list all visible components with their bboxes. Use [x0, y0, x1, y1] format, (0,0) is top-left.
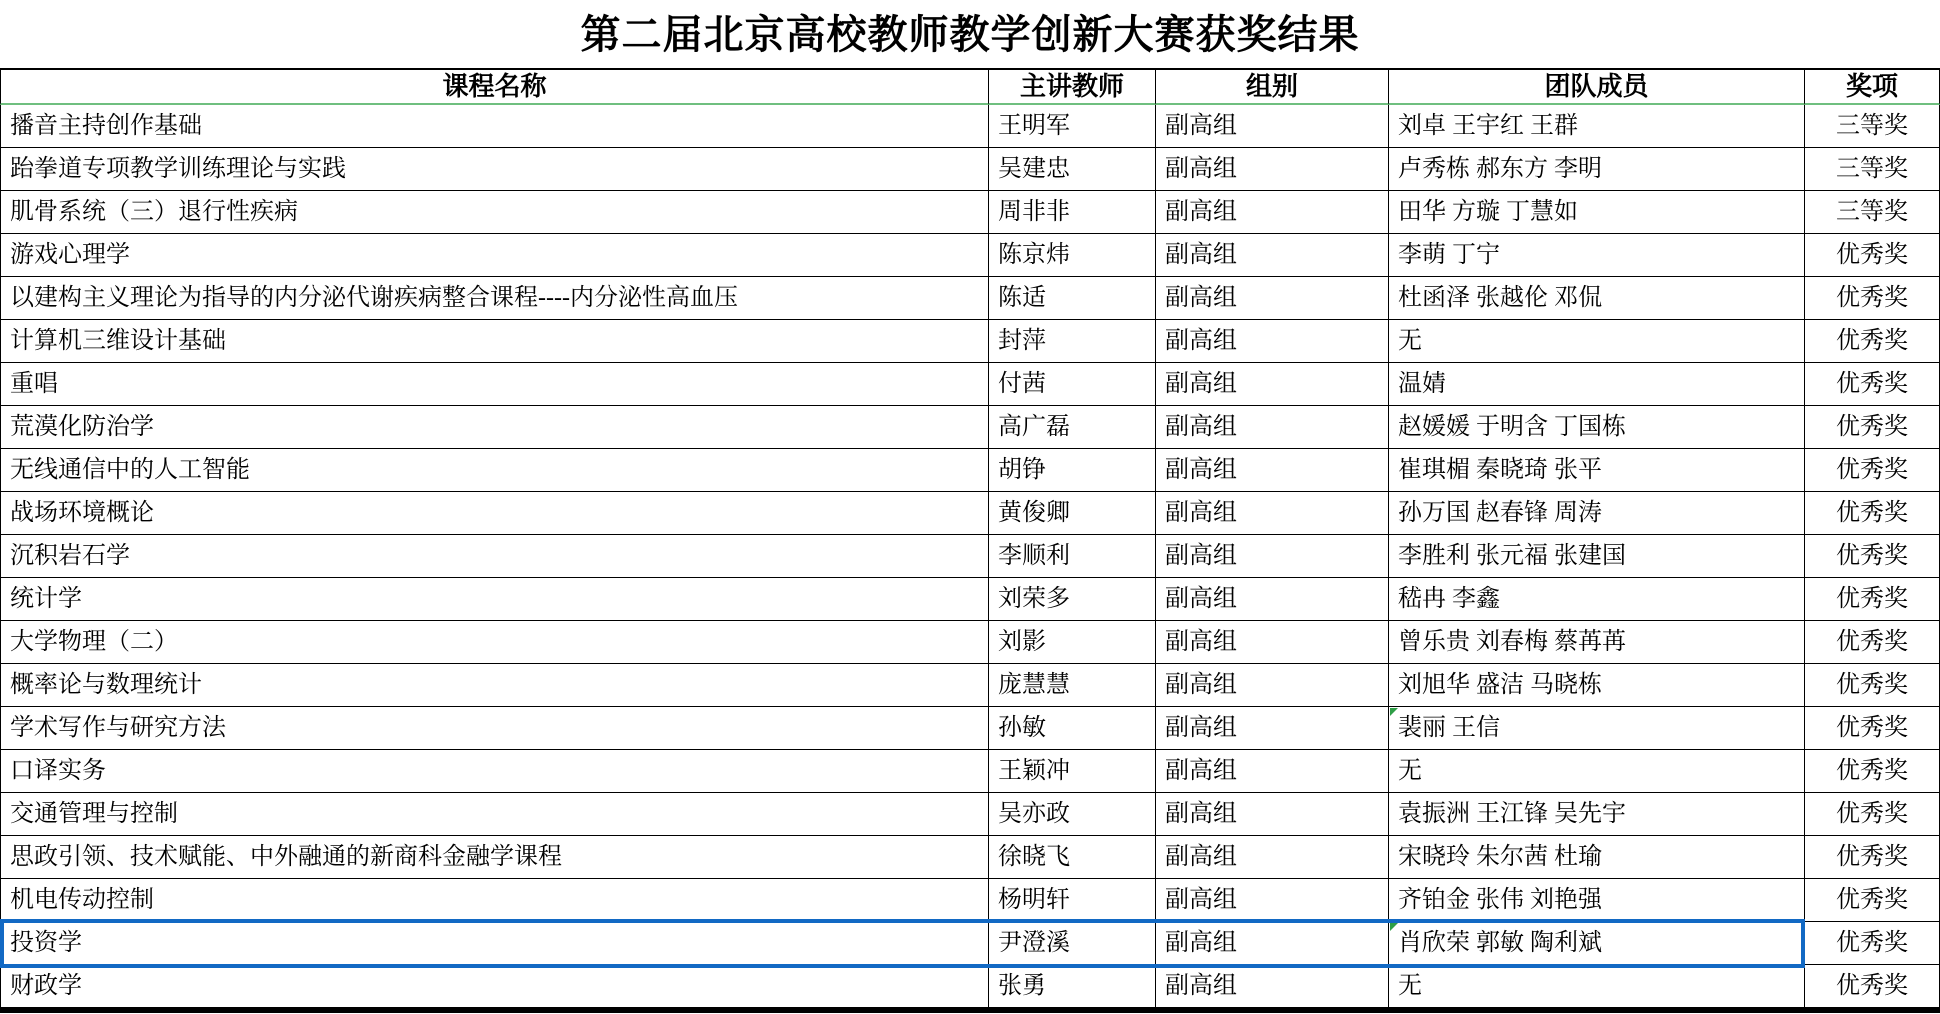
course-cell[interactable]: 交通管理与控制: [0, 793, 989, 836]
table-row: [0, 449, 1940, 492]
course-cell[interactable]: 跆拳道专项教学训练理论与实践: [0, 148, 989, 191]
award-cell[interactable]: 优秀奖: [1805, 750, 1940, 793]
header-team[interactable]: 团队成员: [1389, 70, 1805, 105]
course-cell[interactable]: 无线通信中的人工智能: [0, 449, 989, 492]
teacher-cell[interactable]: 付茜: [989, 363, 1156, 406]
group-cell[interactable]: 副高组: [1156, 234, 1389, 277]
team-cell[interactable]: 刘卓 王宇红 王群: [1389, 105, 1805, 148]
award-cell[interactable]: 优秀奖: [1805, 406, 1940, 449]
header-teacher[interactable]: 主讲教师: [989, 70, 1156, 105]
teacher-cell[interactable]: 黄俊卿: [989, 492, 1156, 535]
course-cell[interactable]: 口译实务: [0, 750, 989, 793]
table-row: [0, 664, 1940, 707]
teacher-cell[interactable]: 尹澄溪: [989, 922, 1156, 965]
team-cell[interactable]: 宋晓玲 朱尔茜 杜瑜: [1389, 836, 1805, 879]
team-cell[interactable]: 崔琪楣 秦晓琦 张平: [1389, 449, 1805, 492]
header-group[interactable]: 组别: [1156, 70, 1389, 105]
group-cell[interactable]: 副高组: [1156, 492, 1389, 535]
course-cell[interactable]: 机电传动控制: [0, 879, 989, 922]
teacher-cell[interactable]: 徐晓飞: [989, 836, 1156, 879]
course-cell[interactable]: 战场环境概论: [0, 492, 989, 535]
team-cell[interactable]: 田华 方璇 丁慧如: [1389, 191, 1805, 234]
group-cell[interactable]: 副高组: [1156, 406, 1389, 449]
table-row: [0, 535, 1940, 578]
teacher-cell[interactable]: 王颖冲: [989, 750, 1156, 793]
team-cell[interactable]: 齐铂金 张伟 刘艳强: [1389, 879, 1805, 922]
team-cell[interactable]: 无: [1389, 320, 1805, 363]
team-cell[interactable]: 袁振洲 王江锋 吴先宇: [1389, 793, 1805, 836]
course-cell[interactable]: 大学物理（二）: [0, 621, 989, 664]
team-cell[interactable]: 刘旭华 盛洁 马晓栋: [1389, 664, 1805, 707]
team-cell[interactable]: 无: [1389, 750, 1805, 793]
course-cell[interactable]: 投资学: [0, 922, 989, 965]
teacher-cell[interactable]: 庞慧慧: [989, 664, 1156, 707]
teacher-cell[interactable]: 孙敏: [989, 707, 1156, 750]
table-header-row: [0, 70, 1940, 105]
teacher-cell[interactable]: 陈京炜: [989, 234, 1156, 277]
group-cell[interactable]: 副高组: [1156, 707, 1389, 750]
group-cell[interactable]: 副高组: [1156, 922, 1389, 965]
award-cell[interactable]: 优秀奖: [1805, 664, 1940, 707]
team-cell[interactable]: 李胜利 张元福 张建国: [1389, 535, 1805, 578]
award-cell[interactable]: 三等奖: [1805, 105, 1940, 148]
results-table-body: [0, 105, 1940, 1008]
team-cell[interactable]: 温婧: [1389, 363, 1805, 406]
teacher-cell[interactable]: 胡铮: [989, 449, 1156, 492]
table-row: [0, 965, 1940, 1008]
team-cell[interactable]: 肖欣荣 郭敏 陶利斌: [1389, 922, 1805, 965]
award-cell[interactable]: 优秀奖: [1805, 320, 1940, 363]
course-cell[interactable]: 荒漠化防治学: [0, 406, 989, 449]
course-cell[interactable]: 播音主持创作基础: [0, 105, 989, 148]
table-row: [0, 363, 1940, 406]
course-cell[interactable]: 肌骨系统（三）退行性疾病: [0, 191, 989, 234]
teacher-cell[interactable]: 高广磊: [989, 406, 1156, 449]
teacher-cell[interactable]: 吴建忠: [989, 148, 1156, 191]
course-cell[interactable]: 概率论与数理统计: [0, 664, 989, 707]
teacher-cell[interactable]: 刘影: [989, 621, 1156, 664]
teacher-cell[interactable]: 王明军: [989, 105, 1156, 148]
table-row: [0, 793, 1940, 836]
group-cell[interactable]: 副高组: [1156, 750, 1389, 793]
team-cell[interactable]: 曾乐贵 刘春梅 蔡苒苒: [1389, 621, 1805, 664]
award-cell[interactable]: 优秀奖: [1805, 578, 1940, 621]
table-row: [0, 191, 1940, 234]
award-cell[interactable]: 优秀奖: [1805, 707, 1940, 750]
table-row: [0, 836, 1940, 879]
team-cell[interactable]: 卢秀栋 郝东方 李明: [1389, 148, 1805, 191]
team-cell[interactable]: 杜函泽 张越伦 邓侃: [1389, 277, 1805, 320]
group-cell[interactable]: 副高组: [1156, 793, 1389, 836]
table-row: [0, 148, 1940, 191]
course-cell[interactable]: 以建构主义理论为指导的内分泌代谢疾病整合课程----内分泌性高血压: [0, 277, 989, 320]
teacher-cell[interactable]: 封萍: [989, 320, 1156, 363]
teacher-cell[interactable]: 刘荣多: [989, 578, 1156, 621]
course-cell[interactable]: 统计学: [0, 578, 989, 621]
course-cell[interactable]: 财政学: [0, 965, 989, 1008]
award-cell[interactable]: 优秀奖: [1805, 922, 1940, 965]
group-cell[interactable]: 副高组: [1156, 320, 1389, 363]
course-cell[interactable]: 学术写作与研究方法: [0, 707, 989, 750]
header-course[interactable]: 课程名称: [0, 70, 989, 105]
award-cell[interactable]: 优秀奖: [1805, 363, 1940, 406]
team-cell[interactable]: 孙万国 赵春锋 周涛: [1389, 492, 1805, 535]
group-cell[interactable]: 副高组: [1156, 363, 1389, 406]
table-row: [0, 879, 1940, 922]
group-cell[interactable]: 副高组: [1156, 664, 1389, 707]
group-cell[interactable]: 副高组: [1156, 148, 1389, 191]
table-row: [0, 492, 1940, 535]
table-row: [0, 105, 1940, 148]
table-row: [0, 578, 1940, 621]
results-table: [0, 68, 1940, 1008]
table-row: [0, 277, 1940, 320]
course-cell[interactable]: 重唱: [0, 363, 989, 406]
group-cell[interactable]: 副高组: [1156, 621, 1389, 664]
table-row: [0, 621, 1940, 664]
award-cell[interactable]: 优秀奖: [1805, 449, 1940, 492]
group-cell[interactable]: 副高组: [1156, 105, 1389, 148]
teacher-cell[interactable]: 杨明轩: [989, 879, 1156, 922]
teacher-cell[interactable]: 张勇: [989, 965, 1156, 1008]
course-cell[interactable]: 计算机三维设计基础: [0, 320, 989, 363]
award-cell[interactable]: 三等奖: [1805, 148, 1940, 191]
team-cell[interactable]: 赵媛媛 于明含 丁国栋: [1389, 406, 1805, 449]
group-cell[interactable]: 副高组: [1156, 879, 1389, 922]
group-cell[interactable]: 副高组: [1156, 578, 1389, 621]
teacher-cell[interactable]: 李顺利: [989, 535, 1156, 578]
award-cell[interactable]: 优秀奖: [1805, 621, 1940, 664]
page-title: 第二届北京高校教师教学创新大赛获奖结果: [580, 12, 1360, 57]
award-cell[interactable]: 优秀奖: [1805, 234, 1940, 277]
group-cell[interactable]: 副高组: [1156, 277, 1389, 320]
award-cell[interactable]: 优秀奖: [1805, 879, 1940, 922]
team-cell[interactable]: 嵇冉 李鑫: [1389, 578, 1805, 621]
course-cell[interactable]: 思政引领、技术赋能、中外融通的新商科金融学课程: [0, 836, 989, 879]
table-row: [0, 750, 1940, 793]
header-award[interactable]: 奖项: [1805, 70, 1940, 105]
award-cell[interactable]: 优秀奖: [1805, 836, 1940, 879]
group-cell[interactable]: 副高组: [1156, 965, 1389, 1008]
table-row: [0, 707, 1940, 750]
teacher-cell[interactable]: 周非非: [989, 191, 1156, 234]
award-cell[interactable]: 优秀奖: [1805, 965, 1940, 1008]
team-cell[interactable]: 裴丽 王信: [1389, 707, 1805, 750]
teacher-cell[interactable]: 陈适: [989, 277, 1156, 320]
group-cell[interactable]: 副高组: [1156, 535, 1389, 578]
teacher-cell[interactable]: 吴亦政: [989, 793, 1156, 836]
course-cell[interactable]: 游戏心理学: [0, 234, 989, 277]
table-row: [0, 922, 1940, 965]
award-cell[interactable]: 优秀奖: [1805, 492, 1940, 535]
award-cell[interactable]: 优秀奖: [1805, 277, 1940, 320]
table-row: [0, 320, 1940, 363]
table-bottom-border: [0, 1008, 1940, 1013]
award-cell[interactable]: 优秀奖: [1805, 535, 1940, 578]
award-cell[interactable]: 三等奖: [1805, 191, 1940, 234]
table-row: [0, 406, 1940, 449]
group-cell[interactable]: 副高组: [1156, 449, 1389, 492]
team-cell[interactable]: 李萌 丁宁: [1389, 234, 1805, 277]
group-cell[interactable]: 副高组: [1156, 836, 1389, 879]
team-cell[interactable]: 无: [1389, 965, 1805, 1008]
course-cell[interactable]: 沉积岩石学: [0, 535, 989, 578]
award-cell[interactable]: 优秀奖: [1805, 793, 1940, 836]
table-row: [0, 234, 1940, 277]
group-cell[interactable]: 副高组: [1156, 191, 1389, 234]
